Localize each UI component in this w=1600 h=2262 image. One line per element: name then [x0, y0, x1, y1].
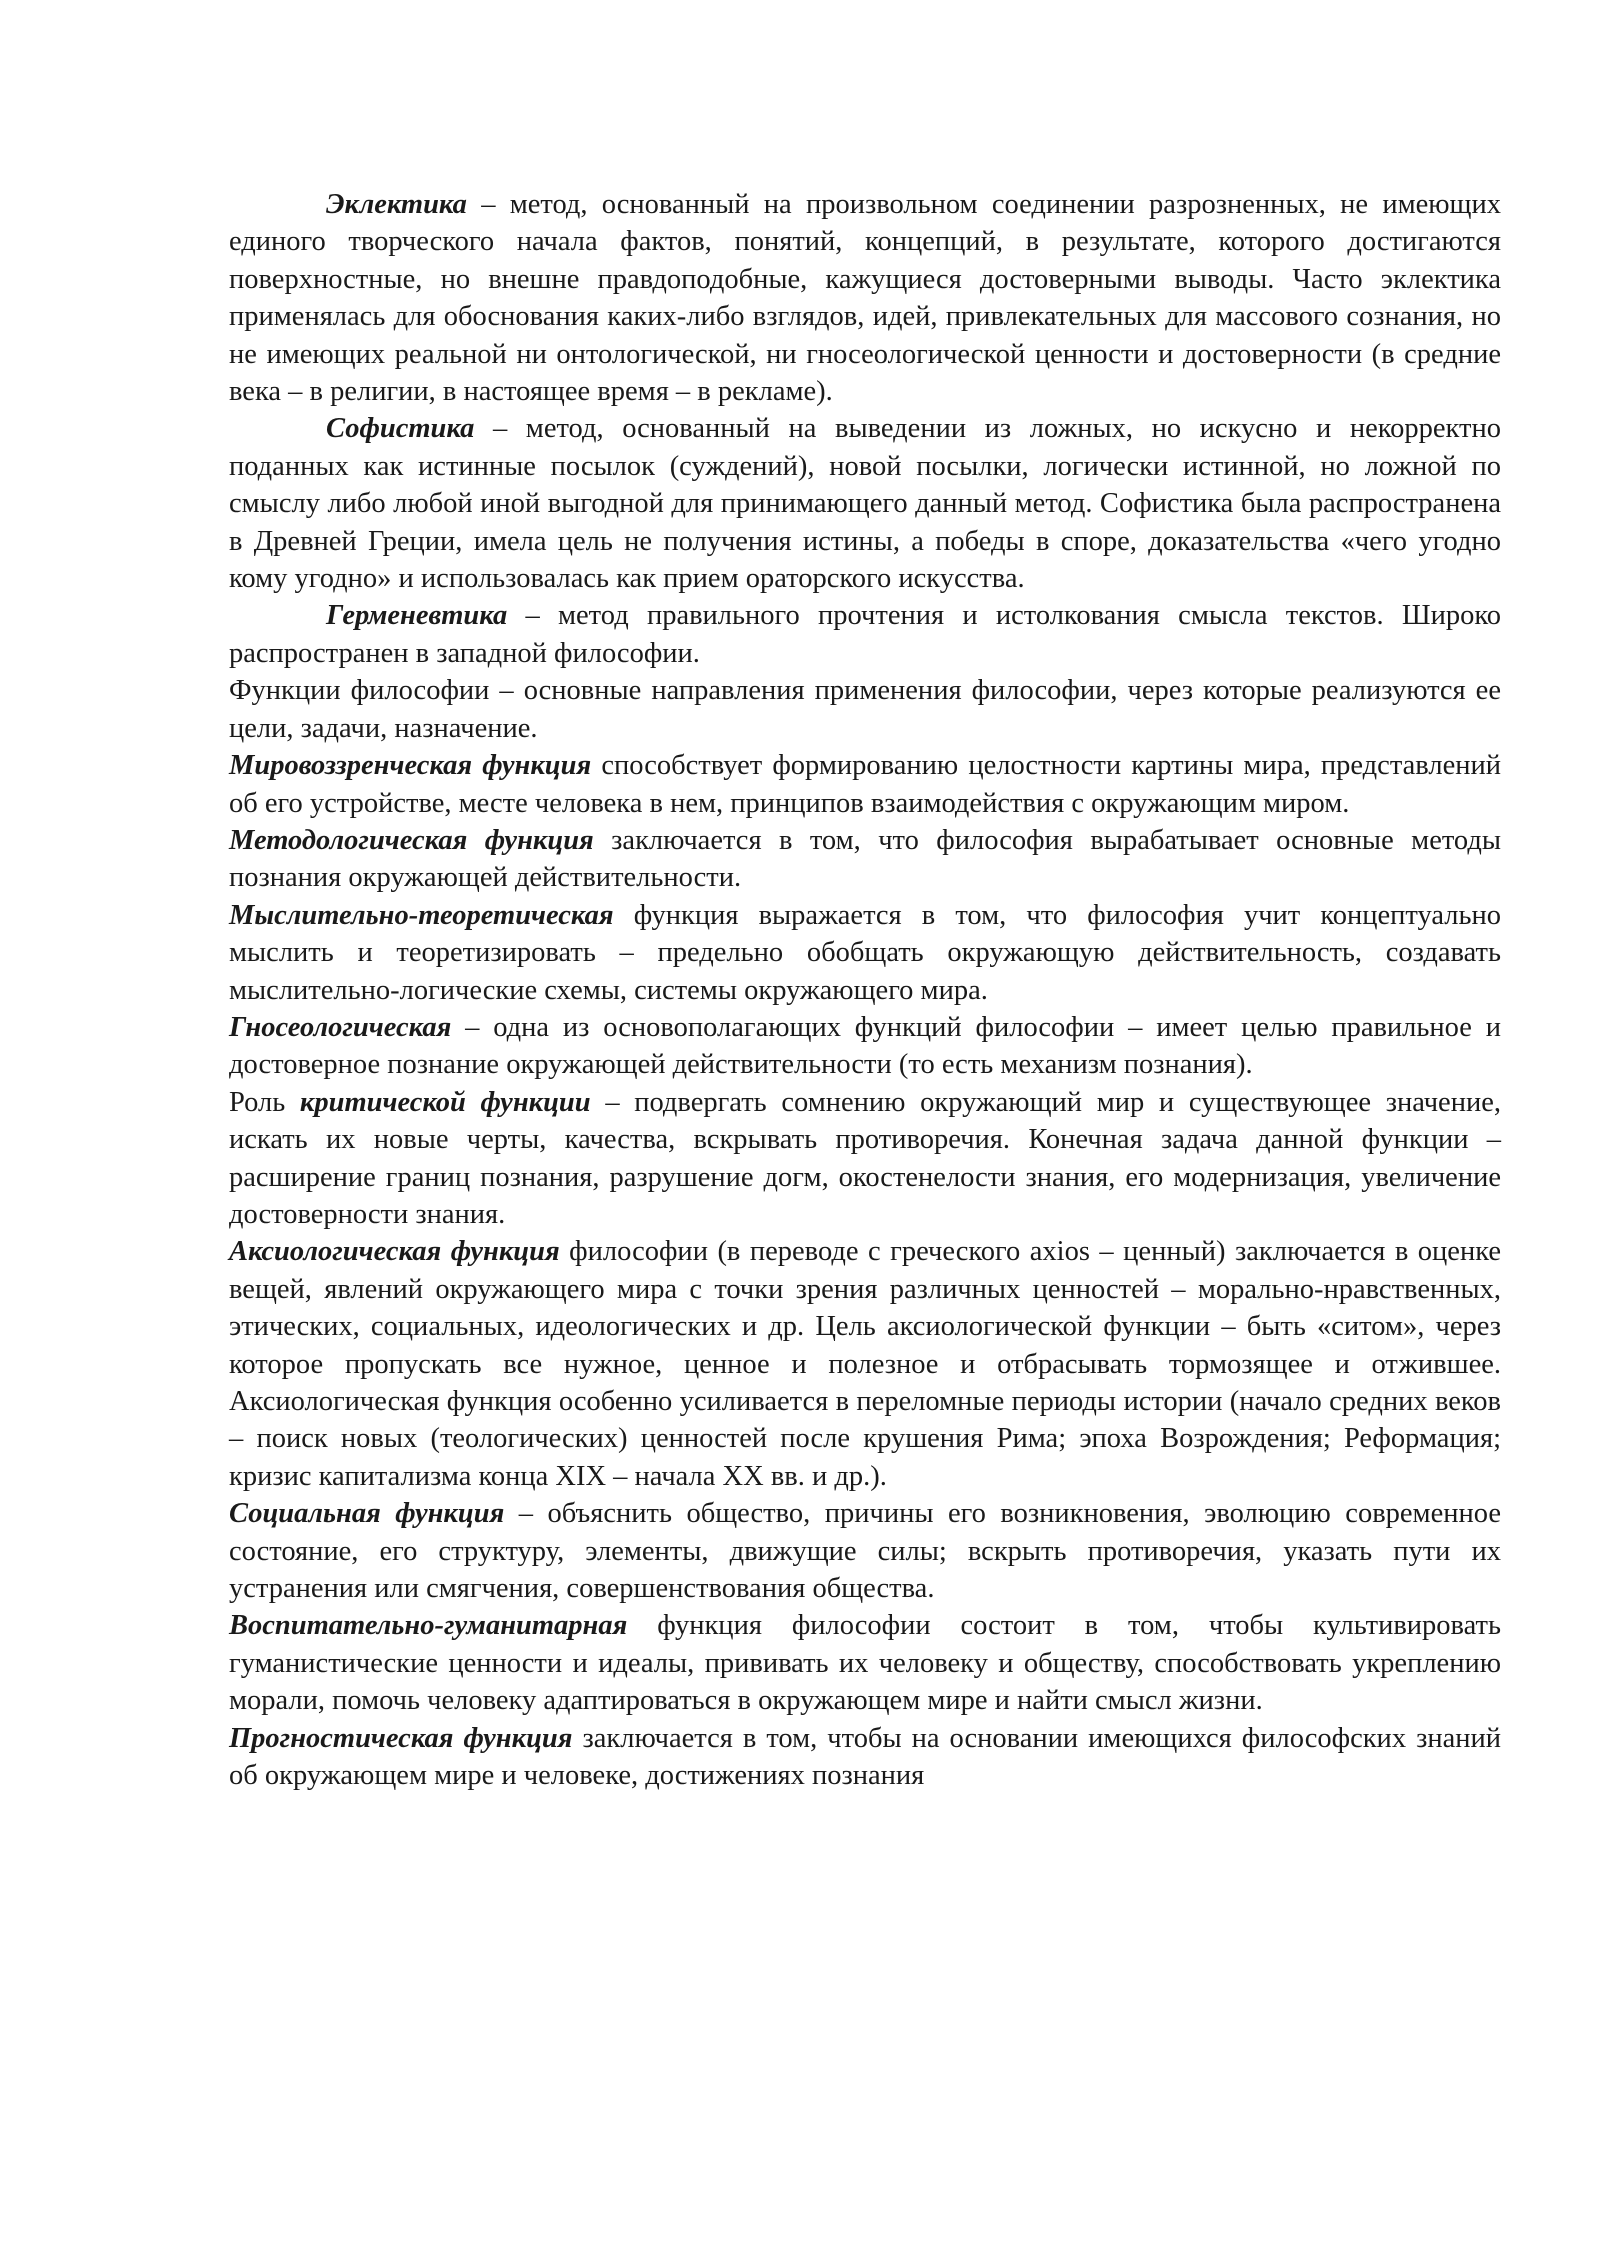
- paragraph: [229, 747, 1501, 822]
- paragraph-text: заключается в том, чтобы на основании имеющихся философских знаний об окружающем мире и человеке, достижениях познания: [229, 1722, 1501, 1792]
- paragraph-text: способствует формированию целостности картины мира, представлений об его устройстве, месте человека в нем, принципов взаимодействия с окружающим миром.: [229, 750, 1501, 819]
- term-heading: Воспитательно-гуманитарная: [229, 1610, 628, 1642]
- paragraph-text: – метод правильного прочтения и истолкования смысла текстов. Широко распространен в западной философии.: [229, 600, 1501, 669]
- term-heading: Методологическая функция: [229, 824, 594, 856]
- paragraph-text: – метод, основанный на произвольном соединении разрозненных, не имеющих единого творческого начала фактов, понятий, концепций, в результате, которого достигаются поверхностные, но внешне правдоподобные, кажущиеся достоверными выводы. Часто эклектика применялась для обоснования каких-либо взглядов, идей, привлекательных для массового сознания, но не имеющих реальной ни онтологической, ни гносеологической ценности и достоверности (в средние века – в религии, в настоящее время – в рекламе).: [229, 189, 1501, 408]
- term-heading: Прогностическая функция: [229, 1722, 573, 1754]
- paragraph: [229, 597, 1501, 672]
- paragraph-text: – подвергать сомнению окружающий мир и существующее значение, искать их новые черты, качества, вскрывать противоречия. Конечная задача данной функции – расширение границ познания, разрушение догм, окостенелости знания, его модернизация, увеличение достоверности знания.: [229, 1086, 1501, 1230]
- term-heading: Аксиологическая функция: [229, 1236, 560, 1268]
- paragraph-text: – объяснить общество, причины его возникновения, эволюцию современное состояние, его структуру, элементы, движущие силы; вскрыть противоречия, указать пути их устранения или смягчения, совершенствования общества.: [229, 1498, 1501, 1605]
- paragraph-text: функция выражается в том, что философия учит концептуально мыслить и теоретизировать – предельно обобщать окружающую действительность, создавать мыслительно-логические схемы, системы окружающего мира.: [229, 899, 1501, 1006]
- term-heading: Гносеологическая: [229, 1011, 452, 1043]
- paragraph-text: – одна из основополагающих функций философии – имеет целью правильное и достоверное познание окружающей действительности (то есть механизм познания).: [229, 1011, 1501, 1081]
- paragraph: [229, 1084, 1501, 1234]
- paragraph-text: Роль: [229, 1086, 300, 1118]
- paragraph: [229, 897, 1501, 1009]
- term-heading: Герменевтика: [326, 600, 508, 632]
- paragraph: [229, 672, 1501, 747]
- document-page: [229, 186, 1501, 1794]
- paragraph: [229, 1233, 1501, 1495]
- paragraph: [229, 822, 1501, 897]
- paragraph-text: заключается в том, что философия вырабатывает основные методы познания окружающей действительности.: [229, 824, 1501, 894]
- term-heading: Мировоззренческая функция: [229, 750, 592, 782]
- paragraph: [229, 1009, 1501, 1084]
- paragraph-text: философии (в переводе с греческого axios – ценный) заключается в оценке вещей, явлений окружающего мира с точки зрения различных ценностей – морально-нравственных, этических, социальных, идеологических и др. Цель аксиологической функции – быть «ситом», через которое пропускать все нужное, ценное и полезное и отбрасывать тормозящее и отжившее. Аксиологическая функция особенно усиливается в переломные периоды истории (начало средних веков – поиск новых (теологических) ценностей после крушения Рима; эпоха Возрождения; Реформация; кризис капитализма конца XIX – начала XX вв. и др.).: [229, 1236, 1501, 1492]
- paragraph-text: функция философии состоит в том, чтобы культивировать гуманистические ценности и идеалы, прививать их человеку и обществу, способствовать укреплению морали, помочь человеку адаптироваться в окружающем мире и найти смысл жизни.: [229, 1610, 1501, 1717]
- term-heading: Мыслительно-теоретическая: [229, 899, 614, 931]
- paragraph: [229, 410, 1501, 597]
- paragraph-text: – метод, основанный на выведении из ложных, но искусно и некорректно поданных как истинные посылок (суждений), новой посылки, логически истинной, но ложной по смыслу либо любой иной выгодной для принимающего данный метод. Софистика была распространена в Древней Греции, имела цель не получения истины, а победы в споре, доказательства «чего угодно кому угодно» и использовалась как прием ораторского искусства.: [229, 413, 1501, 595]
- paragraph: [229, 186, 1501, 410]
- term-heading: Эклектика: [326, 189, 467, 220]
- paragraph: [229, 1495, 1501, 1607]
- paragraph: [229, 1720, 1501, 1795]
- term-heading: Софистика: [326, 413, 475, 445]
- paragraph-text: Функции философии – основные направления применения философии, через которые реализуются ее цели, задачи, назначение.: [229, 675, 1501, 744]
- term-heading: Социальная функция: [229, 1498, 505, 1530]
- paragraph: [229, 1607, 1501, 1719]
- term-heading: критической функции: [299, 1086, 591, 1118]
